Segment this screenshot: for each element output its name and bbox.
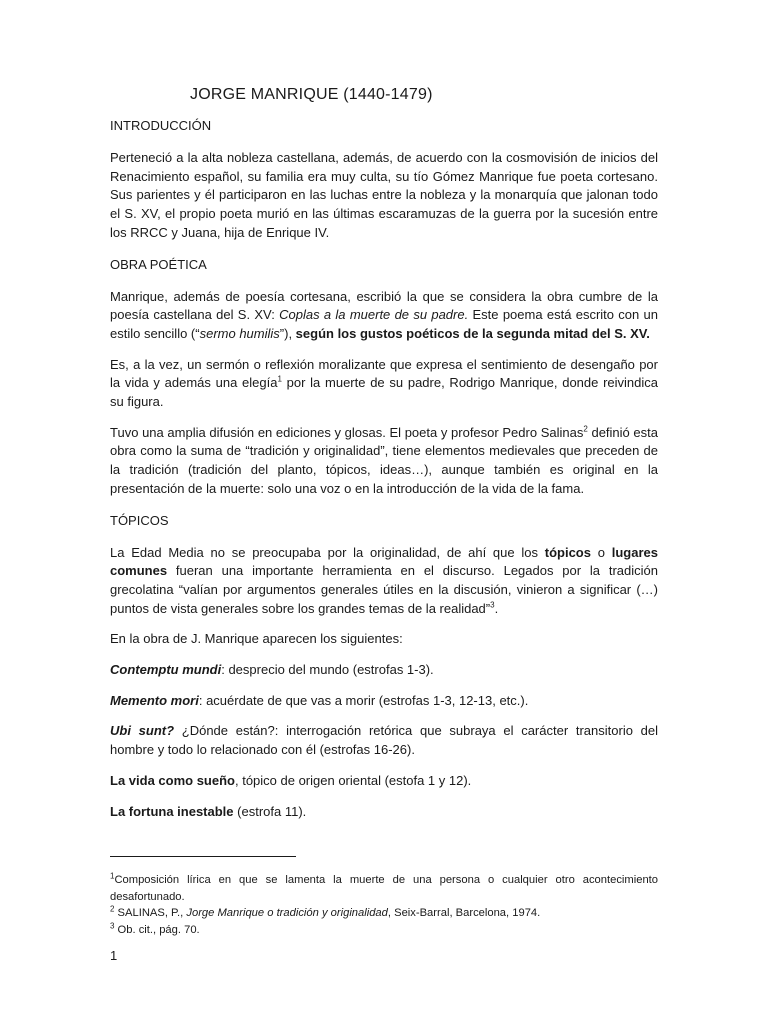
paragraph-obra-2: Es, a la vez, un sermón o reflexión moralizante que expresa el sentimiento de desengaño por la vida y además una elegía$^1$ por la muerte de su padre, Rodrigo Manrique, donde reivindica su figura. (110, 356, 659, 410)
section-heading-topicos: TÓPICOS (110, 512, 169, 528)
list-item: La vida como sueño, tópico de origen oriental (estofa 1 y 12). (110, 772, 472, 788)
footnote-ref-2: 2 (583, 424, 588, 434)
footnotes (110, 872, 658, 938)
footnote-divider (110, 856, 296, 857)
list-item: La fortuna inestable (estrofa 11). (110, 803, 307, 819)
list-item: Contemptu mundi: desprecio del mundo (estrofas 1-3). (110, 662, 434, 678)
paragraph-obra-1: Manrique, además de poesía cortesana, escribió la que se considera la obra cumbre de la poesía castellana del S. XV: Coplas a la muerte de su padre. Este poema está escrito con un estilo sencillo (“sermo humilis”), según los gustos poéticos de la segunda mitad del S. XV. (110, 288, 659, 341)
footnote-1: $^1$Composición lírica en que se lamenta la muerte de una persona o cualquier otro acontecimiento desafortunado. (110, 871, 658, 903)
section-heading-obra: OBRA POÉTICA (110, 256, 207, 272)
paragraph-intro: Perteneció a la alta nobleza castellana, además, de acuerdo con la cosmovisión de inicios del Renacimiento español, su familia era muy culta, su tío Gómez Manrique fue poeta cortesano. Sus parientes y él participaron en las luchas entre la nobleza y la monarquía que jalonan todo el S. XV, el propio poeta murió en las últimas escaramuzas de la guerra por la sucesión entre los RRCC y Juana, hija de Enrique IV. (110, 150, 658, 240)
paragraph-obra-3: Tuvo una amplia difusión en ediciones y glosas. El poeta y profesor Pedro Salinas$^2$ definió esta obra como la suma de “tradición y originalidad”, tiene elementos medievales que preceden de la tradición (tradición del planto, tópicos, ideas…), aunque también es original en la presentación de la muerte: solo una voz o en la introducción de la vida de la fama. (110, 424, 658, 496)
footnote-ref-1: 1 (277, 375, 282, 384)
section-heading-intro: INTRODUCCIÓN (110, 118, 212, 133)
document-page (110, 86, 658, 833)
footnote-3: $^3$ Ob. cit., pág. 70. (110, 920, 200, 936)
page-number: 1 (110, 948, 118, 963)
page-title: JORGE MANRIQUE (1440-1479) (190, 86, 433, 103)
footnote-2: $^2$ SALINAS, P., Jorge Manrique o tradición y originalidad, Seix-Barral, Barcelona, 1974. (110, 904, 541, 919)
footnote-ref-3: 3 (490, 600, 495, 610)
list-item: Memento mori: acuérdate de que vas a morir (estrofas 1-3, 12-13, etc.). (110, 692, 529, 708)
list-item: Ubi sunt? ¿Dónde están?: interrogación retórica que subraya el carácter transitorio del hombre y todo lo relacionado con él (estrofas 16-26). (110, 723, 658, 758)
paragraph-topicos-2: En la obra de J. Manrique aparecen los siguientes: (110, 631, 403, 647)
paragraph-topicos-1: La Edad Media no se preocupaba por la originalidad, de ahí que los tópicos o lugares comunes fueran una importante herramienta en el discurso. Legados por la tradición grecolatina “valían por argumentos generales útiles en la discusión, vinieron a significar (…) puntos de vista generales sobre los grandes temas de la realidad”$^3$. (110, 544, 658, 616)
